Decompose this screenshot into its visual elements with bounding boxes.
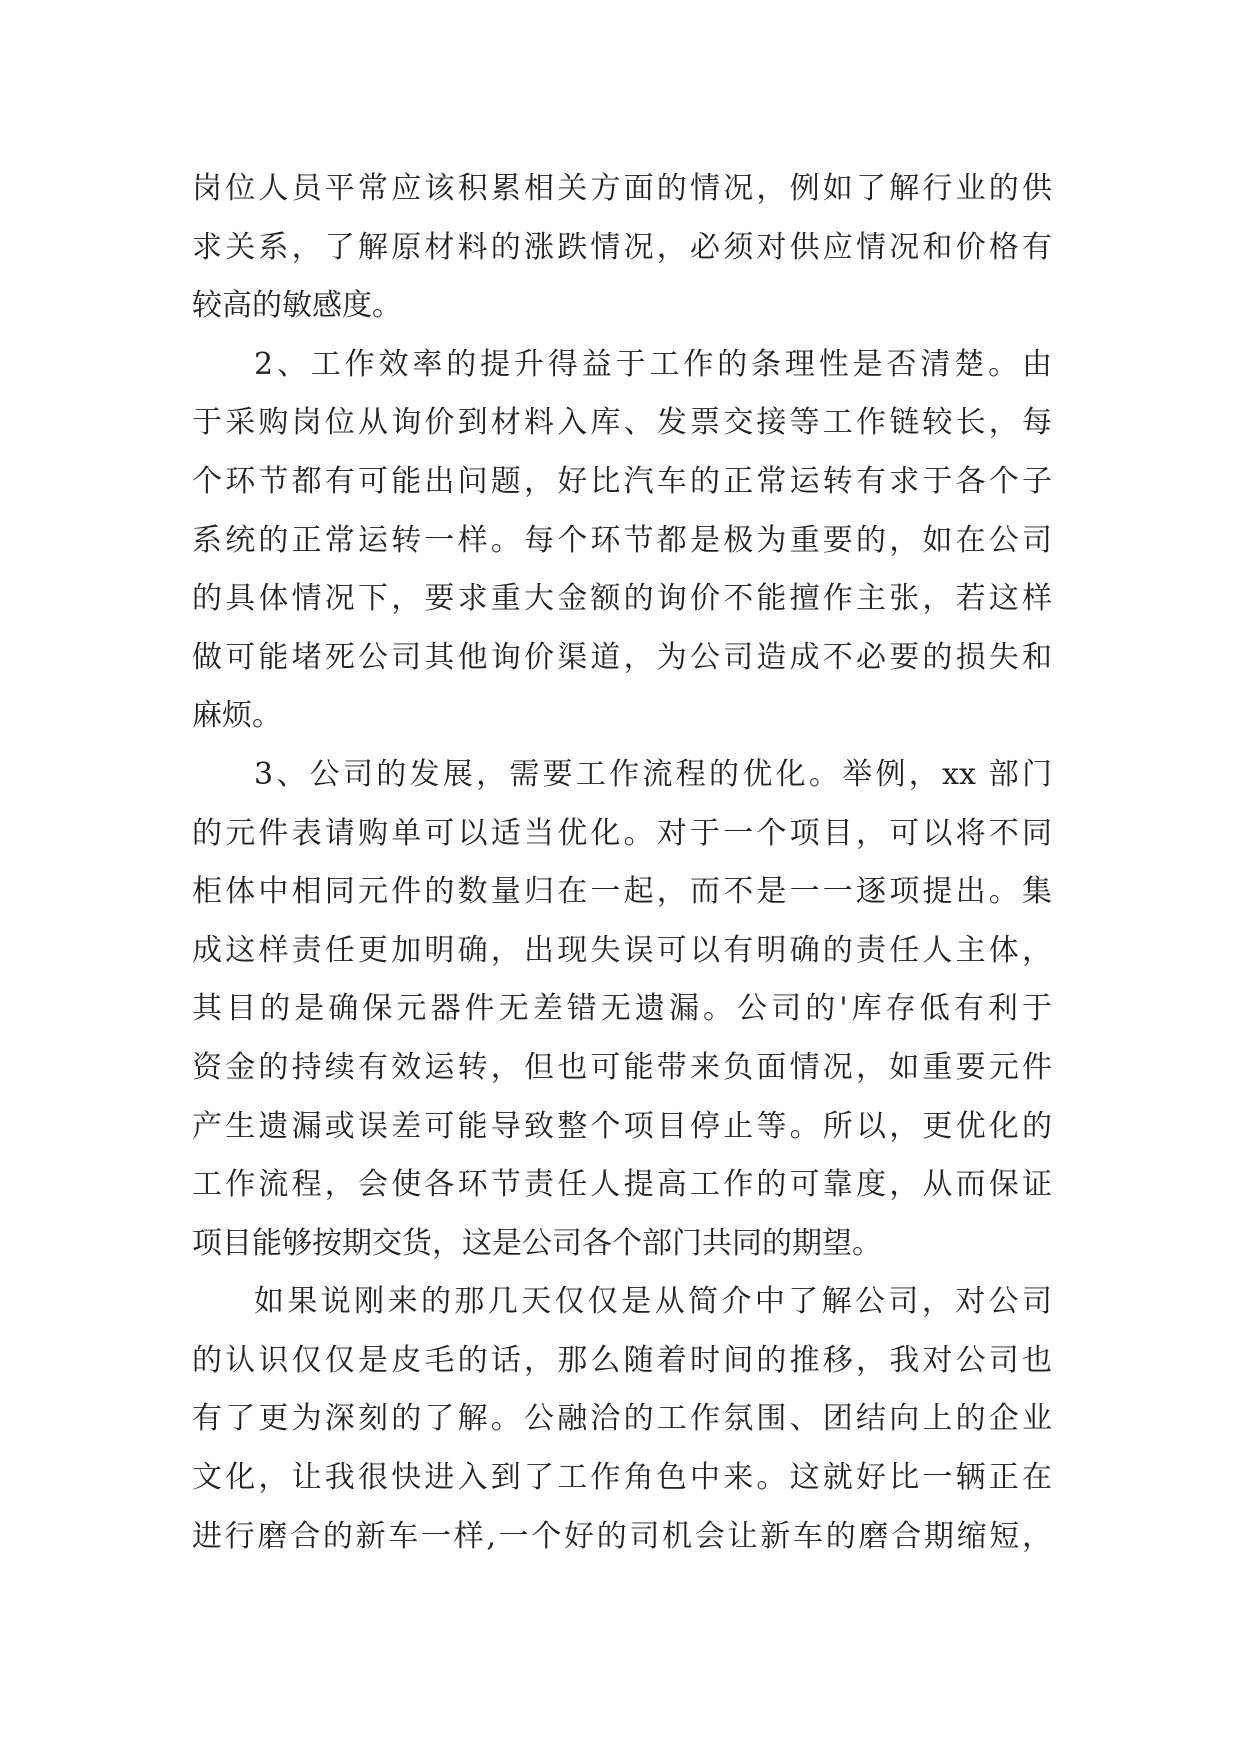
- text-line: 于采购岗位从询价到材料入库、发票交接等工作链较长，每: [192, 405, 1052, 441]
- text-line: 的认识仅仅是皮毛的话，那么随着时间的推移，我对公司也: [192, 1342, 1052, 1378]
- text-line: 的元件表请购单可以适当优化。对于一个项目，可以将不同: [192, 815, 1052, 851]
- text-line: 产生遗漏或误差可能导致整个项目停止等。所以，更优化的: [192, 1108, 1052, 1144]
- text-line: 项目能够按期交货，这是公司各个部门共同的期望。: [192, 1225, 882, 1261]
- text-line: 的具体情况下，要求重大金额的询价不能擅作主张，若这样: [192, 581, 1052, 617]
- text-line: 3、公司的发展，需要工作流程的优化。举例，xx 部门: [254, 756, 1052, 792]
- text-line: 做可能堵死公司其他询价渠道，为公司造成不必要的损失和: [192, 639, 1052, 675]
- text-line: 较高的敏感度。: [192, 288, 402, 324]
- text-line: 2、工作效率的提升得益于工作的条理性是否清楚。由: [254, 346, 1052, 382]
- text-line: 个环节都有可能出问题，好比汽车的正常运转有求于各个子: [192, 463, 1052, 499]
- text-line: 进行磨合的新车一样,一个好的司机会让新车的磨合期缩短，: [192, 1518, 1052, 1554]
- text-line: 柜体中相同元件的数量归在一起，而不是一一逐项提出。集: [192, 874, 1052, 910]
- text-line: 麻烦。: [192, 698, 282, 734]
- text-line: 其目的是确保元器件无差错无遗漏。公司的'库存低有利于: [192, 991, 1052, 1027]
- text-line: 求关系，了解原材料的涨跌情况，必须对供应情况和价格有: [192, 229, 1052, 265]
- text-line: 如果说刚来的那几天仅仅是从简介中了解公司，对公司: [254, 1284, 1052, 1320]
- text-line: 岗位人员平常应该积累相关方面的情况，例如了解行业的供: [192, 171, 1052, 206]
- text-line: 文化，让我很快进入到了工作角色中来。这就好比一辆正在: [192, 1460, 1052, 1496]
- text-line: 成这样责任更加明确，出现失误可以有明确的责任人主体，: [192, 932, 1052, 968]
- text-line: 有了更为深刻的了解。公融洽的工作氛围、团结向上的企业: [192, 1401, 1052, 1437]
- body-text: [192, 160, 1052, 1566]
- text-line: 工作流程，会使各环节责任人提高工作的可靠度，从而保证: [192, 1167, 1052, 1203]
- text-line: 系统的正常运转一样。每个环节都是极为重要的，如在公司: [192, 522, 1052, 558]
- text-line: 资金的持续有效运转，但也可能带来负面情况，如重要元件: [192, 1049, 1052, 1085]
